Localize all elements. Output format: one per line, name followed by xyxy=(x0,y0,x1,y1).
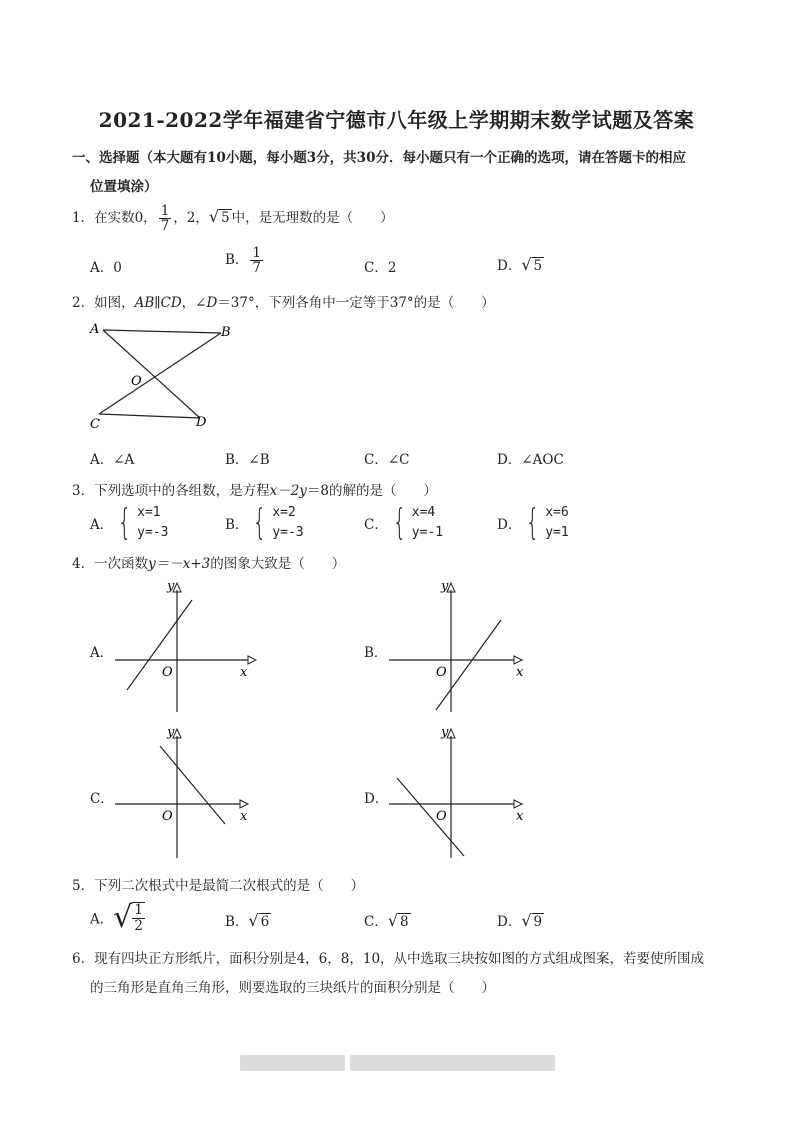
q1-option-d: D．√ 5 xyxy=(497,255,543,274)
label-c: C xyxy=(90,417,100,432)
q5-a-num: 1 xyxy=(134,902,143,919)
question-2-stem xyxy=(72,291,495,311)
q1-b-den: 7 xyxy=(252,260,262,277)
question-3-stem xyxy=(72,479,437,499)
page-title: 2021-2022学年福建省宁德市八年级上学期期末数学试题及答案 xyxy=(98,108,695,132)
q3-d-line2: y=1 xyxy=(545,525,569,540)
origin-label: O xyxy=(162,809,173,824)
label-o: O xyxy=(131,374,142,389)
q4-option-d: D． xyxy=(364,791,389,807)
q1-option-b-label: B． xyxy=(225,252,249,269)
q2-angle: ∠D xyxy=(195,295,218,311)
origin-label: O xyxy=(436,809,447,824)
question-4-stem xyxy=(72,552,345,572)
q3-c-label: C． xyxy=(364,517,388,533)
q5-c-sqrt: 8 xyxy=(400,914,409,930)
q1-b-num: 1 xyxy=(252,245,262,261)
q4-stem-p2: 的图象大致是（ ） xyxy=(210,556,346,572)
q1-suffix: 中，是无理数的是（ ） xyxy=(231,210,394,227)
q2-suffix: ＝37°，下列各角中一定等于37°的是（ ） xyxy=(217,295,495,311)
label-b: B xyxy=(221,325,231,340)
q2-figure xyxy=(85,318,231,433)
q4-option-a: A． xyxy=(90,645,114,661)
q1-frac-num: 1 xyxy=(160,203,170,219)
q2-option-d: D．∠AOC xyxy=(497,452,564,468)
q5-b-sqrt: 6 xyxy=(260,914,270,930)
q3-a-label: A． xyxy=(90,517,114,533)
q3-a-line2: y=-3 xyxy=(137,525,169,540)
q5-option-c: C．√ 8 xyxy=(364,911,409,930)
q4-graph-d xyxy=(384,724,534,862)
q5-d-sqrt: 9 xyxy=(533,914,543,930)
question-1-stem xyxy=(72,204,394,233)
q3-c-line1: x=4 xyxy=(411,505,436,520)
y-label: y xyxy=(441,725,449,740)
segment-ad xyxy=(103,330,200,418)
q5-c-label: C． xyxy=(364,914,388,930)
q1-sqrt: √ 5 xyxy=(208,207,230,227)
section-heading: 一、选择题（本大题有10小题，每小题3分，共30分．每小题只有一个正确的选项，请在答题卡的相应 xyxy=(72,150,686,166)
segment-cd xyxy=(99,414,200,418)
q5-option-a: A．√ $\frac{1}{2}$ xyxy=(90,900,143,935)
q3-b-line1: x=2 xyxy=(272,505,296,520)
segment-ab xyxy=(103,330,221,333)
q1-option-a: A．0 xyxy=(90,260,122,276)
question-5-stem: 5．下列二次根式中是最简二次根式的是（ ） xyxy=(72,878,365,894)
q5-a-den: 2 xyxy=(134,917,143,934)
q2-parallel: AB∥CD xyxy=(134,295,182,311)
q1-prefix: 1．在实数0， xyxy=(72,210,157,227)
q3-option-c: C． { x=4 y=-1 xyxy=(364,502,444,543)
footer-watermark xyxy=(240,1055,345,1071)
q3-b-label: B． xyxy=(225,517,249,533)
footer-watermark-2 xyxy=(350,1055,555,1071)
q2-option-b: B．∠B xyxy=(225,452,270,468)
q4-equation: y＝－x+3 xyxy=(148,556,211,572)
q1-option-b xyxy=(225,246,265,275)
label-d: D xyxy=(196,415,207,430)
q4-graph-b xyxy=(384,578,534,716)
q3-stem-p2: ＝8的解的是（ ） xyxy=(306,483,438,499)
graph-a-line xyxy=(127,600,192,690)
q5-b-label: B． xyxy=(225,914,249,930)
q3-c-line2: y=-1 xyxy=(411,525,444,540)
q5-option-d: D．√ 9 xyxy=(497,911,543,930)
q2-prefix: 2．如图， xyxy=(72,295,135,311)
q1-d-sqrt: 5 xyxy=(533,258,543,274)
segment-bc xyxy=(99,333,221,414)
q2-mid: ， xyxy=(181,295,196,311)
q4-option-b: B． xyxy=(364,645,388,661)
q1-sqrt-value: 5 xyxy=(221,210,230,227)
y-label: y xyxy=(167,725,175,740)
origin-label: O xyxy=(436,665,447,680)
x-label: x xyxy=(516,665,524,680)
x-label: x xyxy=(240,665,248,680)
section-heading-cont: 位置填涂） xyxy=(90,179,158,195)
q2-option-a: A．∠A xyxy=(90,452,135,468)
question-6-stem: 6．现有四块正方形纸片，面积分别是4，6，8，10，从中选取三块按如图的方式组成图案，若要使所围成 xyxy=(72,951,705,967)
q3-option-a: A． { x=1 y=-3 xyxy=(90,502,169,543)
y-label: y xyxy=(167,579,175,594)
q3-b-line2: y=-3 xyxy=(272,525,304,540)
q1-fraction xyxy=(159,204,172,233)
q1-option-d-label: D． xyxy=(497,258,522,274)
q3-stem-p1: 3．下列选项中的各组数，是方程 xyxy=(72,483,270,499)
x-label: x xyxy=(240,809,248,824)
q1-mid: ，2， xyxy=(173,210,209,227)
x-label: x xyxy=(516,809,524,824)
q3-d-label: D． xyxy=(497,517,522,533)
x-arrow-icon xyxy=(240,800,248,808)
y-label: y xyxy=(441,579,449,594)
graph-d-line xyxy=(397,778,464,856)
q1-option-c: C．2 xyxy=(364,260,397,276)
label-a: A xyxy=(90,322,100,337)
x-arrow-icon xyxy=(514,656,522,664)
q3-a-line1: x=1 xyxy=(137,505,161,520)
x-arrow-icon xyxy=(514,800,522,808)
q5-d-label: D． xyxy=(497,914,522,930)
q3-option-b: B． { x=2 y=-3 xyxy=(225,502,304,543)
q4-stem-p1: 4．一次函数 xyxy=(72,556,149,572)
q3-d-line1: x=6 xyxy=(545,505,569,520)
q2-option-c: C．∠C xyxy=(364,452,410,468)
q3-option-d: D． { x=6 y=1 xyxy=(497,502,569,543)
q5-a-label: A． xyxy=(90,911,114,928)
question-6-stem-cont: 的三角形是直角三角形，则要选取的三块纸片的面积分别是（ ） xyxy=(90,980,495,996)
q4-graph-a xyxy=(110,578,260,716)
x-arrow-icon xyxy=(248,656,256,664)
origin-label: O xyxy=(162,665,173,680)
q1-frac-den: 7 xyxy=(160,218,170,235)
q4-graph-c xyxy=(110,724,260,862)
q3-equation: x－2y xyxy=(269,483,307,499)
q4-option-c: C． xyxy=(90,791,114,807)
q5-option-b: B．√ 6 xyxy=(225,911,270,930)
